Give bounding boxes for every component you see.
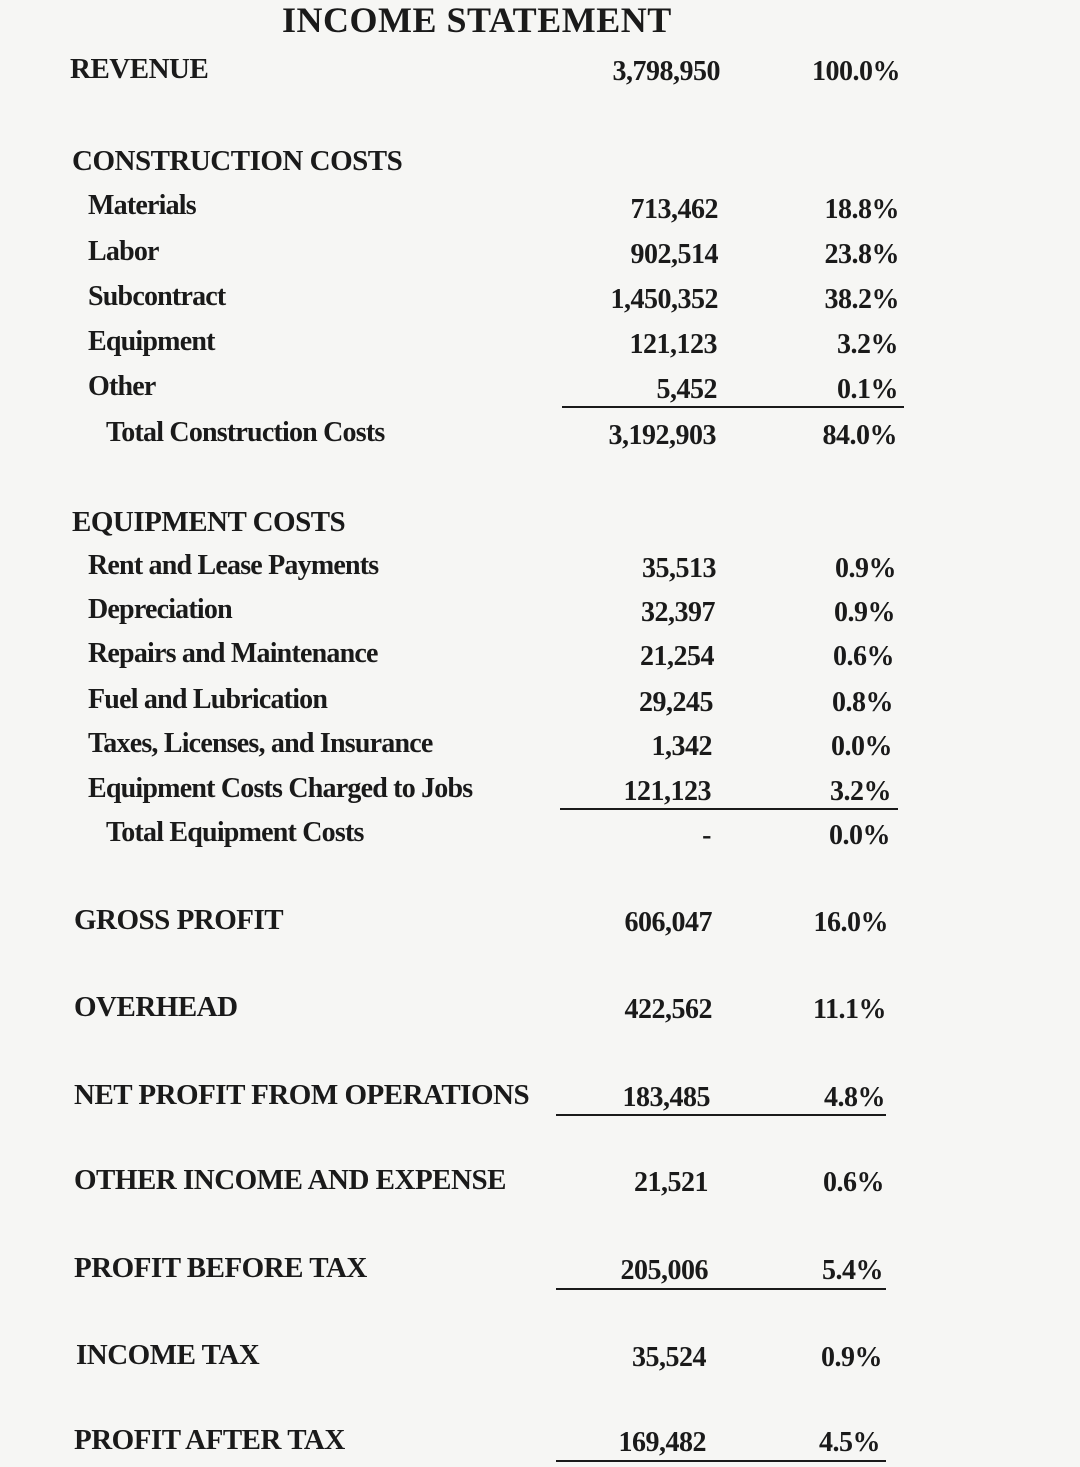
subtotal-rule [562, 406, 904, 408]
equipment-item-label: Equipment Costs Charged to Jobs [88, 773, 473, 804]
construction-item-label: Materials [88, 190, 196, 221]
income-tax-pct: 0.9% [821, 1342, 882, 1373]
construction-item-label: Subcontract [88, 281, 226, 312]
equipment-item-amount: 1,342 [651, 731, 712, 762]
other-income-label: OTHER INCOME AND EXPENSE [74, 1164, 506, 1196]
net-profit-label: NET PROFIT FROM OPERATIONS [74, 1079, 530, 1111]
gross-profit-label: GROSS PROFIT [74, 904, 284, 936]
other-income-amount: 21,521 [634, 1167, 708, 1198]
total-construction-costs-pct: 84.0% [822, 420, 897, 451]
equipment-item-pct: 0.8% [832, 687, 893, 718]
construction-costs-heading: CONSTRUCTION COSTS [72, 145, 403, 177]
equipment-item-label: Rent and Lease Payments [88, 550, 379, 581]
construction-item-pct: 3.2% [837, 329, 898, 360]
total-equipment-costs-pct: 0.0% [829, 820, 890, 851]
construction-item-pct: 23.8% [824, 239, 899, 270]
total-equipment-costs-amount: - [702, 820, 711, 851]
document-title: INCOME STATEMENT [282, 0, 672, 40]
revenue-pct: 100.0% [812, 56, 900, 87]
equipment-item-amount: 35,513 [642, 553, 716, 584]
equipment-item-amount: 32,397 [641, 597, 715, 628]
other-income-pct: 0.6% [823, 1167, 884, 1198]
construction-item-label: Equipment [88, 326, 215, 357]
total-equipment-costs-label: Total Equipment Costs [106, 817, 364, 848]
construction-item-amount: 1,450,352 [610, 284, 718, 315]
equipment-item-label: Repairs and Maintenance [88, 638, 378, 669]
net-profit-amount: 183,485 [622, 1082, 710, 1113]
profit-after-tax-label: PROFIT AFTER TAX [74, 1424, 345, 1456]
subtotal-rule [556, 1288, 886, 1290]
gross-profit-pct: 16.0% [813, 907, 888, 938]
overhead-amount: 422,562 [624, 994, 712, 1025]
final-total-rule [556, 1460, 886, 1462]
construction-item-label: Labor [88, 236, 159, 267]
profit-after-tax-amount: 169,482 [618, 1427, 706, 1458]
overhead-pct: 11.1% [813, 994, 886, 1025]
equipment-item-pct: 0.0% [831, 731, 892, 762]
equipment-item-pct: 0.9% [835, 553, 896, 584]
construction-item-label: Other [88, 371, 156, 402]
subtotal-rule [556, 1114, 886, 1116]
gross-profit-amount: 606,047 [624, 907, 712, 938]
equipment-item-amount: 29,245 [639, 687, 713, 718]
total-construction-costs-amount: 3,192,903 [608, 420, 716, 451]
profit-before-tax-pct: 5.4% [822, 1255, 883, 1286]
equipment-item-pct: 3.2% [830, 776, 891, 807]
income-tax-amount: 35,524 [632, 1342, 706, 1373]
revenue-amount: 3,798,950 [612, 56, 720, 87]
profit-after-tax-pct: 4.5% [819, 1427, 880, 1458]
construction-item-amount: 121,123 [629, 329, 717, 360]
profit-before-tax-amount: 205,006 [620, 1255, 708, 1286]
net-profit-pct: 4.8% [824, 1082, 885, 1113]
equipment-costs-heading: EQUIPMENT COSTS [72, 506, 346, 538]
overhead-label: OVERHEAD [74, 991, 238, 1023]
income-tax-label: INCOME TAX [76, 1339, 260, 1371]
construction-item-amount: 902,514 [630, 239, 718, 270]
construction-item-pct: 0.1% [837, 374, 898, 405]
profit-before-tax-label: PROFIT BEFORE TAX [74, 1252, 367, 1284]
construction-item-amount: 713,462 [630, 194, 718, 225]
equipment-item-label: Fuel and Lubrication [88, 684, 328, 715]
equipment-item-pct: 0.9% [834, 597, 895, 628]
construction-item-amount: 5,452 [656, 374, 717, 405]
total-construction-costs-label: Total Construction Costs [106, 417, 385, 448]
subtotal-rule [560, 808, 898, 810]
equipment-item-amount: 121,123 [623, 776, 711, 807]
equipment-item-pct: 0.6% [833, 641, 894, 672]
equipment-item-label: Taxes, Licenses, and Insurance [88, 728, 433, 759]
revenue-label: REVENUE [70, 53, 209, 85]
construction-item-pct: 38.2% [824, 284, 899, 315]
equipment-item-amount: 21,254 [640, 641, 714, 672]
construction-item-pct: 18.8% [824, 194, 899, 225]
equipment-item-label: Depreciation [88, 594, 232, 625]
